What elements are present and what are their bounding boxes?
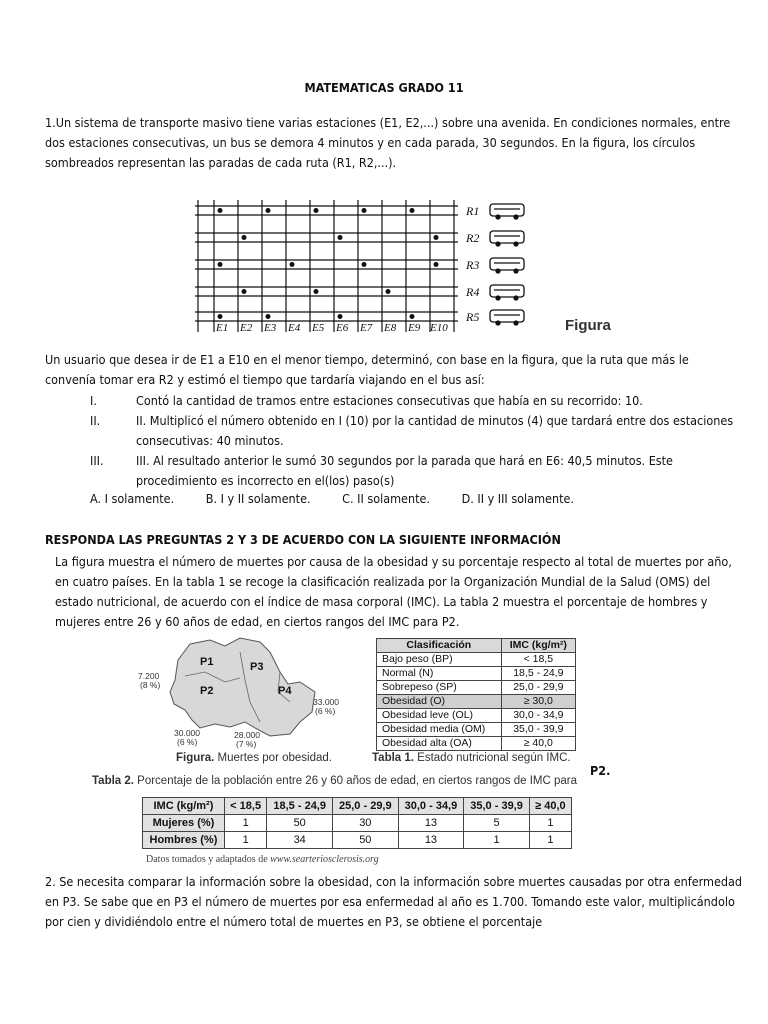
table-header-row: IMC (kg/m²) < 18,5 18,5 - 24,9 25,0 - 29,9 30,0 - 34,9 35,0 - 39,9 ≥ 40,0 xyxy=(143,798,572,815)
table-header: IMC (kg/m²) xyxy=(501,639,575,653)
option-a[interactable]: A. I solamente. xyxy=(90,491,175,506)
map-value: (8 %) xyxy=(140,680,161,690)
table-1 xyxy=(376,638,576,751)
table-row: Obesidad media (OM) 35,0 - 39,9 xyxy=(377,723,576,737)
table-row: Sobrepeso (SP) 25,0 - 29,9 xyxy=(377,681,576,695)
step-number: I. xyxy=(90,393,97,408)
region-label: P4 xyxy=(278,685,292,697)
station-label: E9 xyxy=(408,322,421,334)
route-label: R1 xyxy=(466,204,480,218)
station-label: E7 xyxy=(360,322,373,334)
station-label: E4 xyxy=(288,322,301,334)
question-2-text: 2. Se necesita comparar la información sobre la obesidad, con la información sobre muertes causadas por otra enfermedad en P3. Se sabe que en P3 el número de muertes por esa enfermedad al año es 1.700. Tomando este valor, multiplicándolo por cien y dividiéndolo entre el número total de muertes en P3, se obtiene el porcentaje xyxy=(45,874,743,929)
station-label: E5 xyxy=(312,322,325,334)
table-row: Obesidad (O) ≥ 30,0 xyxy=(377,695,576,709)
map-shape xyxy=(170,638,315,736)
map-value: 33.000 xyxy=(313,697,339,707)
page-title: MATEMATICAS GRADO 11 xyxy=(304,80,464,95)
obesity-map xyxy=(130,632,345,752)
table-1-caption: Tabla 1. Estado nutricional según IMC. xyxy=(372,752,571,764)
map-value: (7 %) xyxy=(236,739,257,749)
table-2-caption-end: P2. xyxy=(590,763,611,778)
step-list xyxy=(0,391,768,491)
list-item xyxy=(0,451,768,491)
table-row: Bajo peso (BP) < 18,5 xyxy=(377,653,576,667)
map-value: (6 %) xyxy=(177,737,198,747)
list-item xyxy=(0,391,768,411)
station-label: E3 xyxy=(264,322,277,334)
region-label: P3 xyxy=(250,661,264,673)
step-text: II. Multiplicó el número obtenido en I (10) por la cantidad de minutos (4) que tardará entre dos estaciones consecutivas: 40 minutos. xyxy=(136,413,734,448)
list-item xyxy=(0,411,768,451)
station-label: E1 xyxy=(216,322,229,334)
station-label: E10 xyxy=(430,322,448,334)
step-text: III. Al resultado anterior le sumó 30 segundos por la parada que hará en E6: 40,5 minutos. Este procedimiento es incorrecto en el(los) paso(s) xyxy=(136,453,673,488)
map-value: 30.000 xyxy=(174,728,200,738)
route-label: R5 xyxy=(466,310,480,324)
map-caption: Figura. Muertes por obesidad. xyxy=(176,752,332,764)
map-value: 7.200 xyxy=(138,671,160,681)
route-label: R2 xyxy=(466,231,480,245)
bus-icon xyxy=(490,204,524,325)
table-2-caption: Tabla 2. Porcentaje de la población entre 26 y 60 años de edad, en ciertos rangos de IMC para xyxy=(92,775,578,787)
option-d[interactable]: D. II y III solamente. xyxy=(461,491,574,506)
route-label: R3 xyxy=(466,258,480,272)
table-row: Mujeres (%) 1 50 30 13 5 1 xyxy=(143,815,572,832)
table-header-row xyxy=(377,639,576,653)
table-row: Obesidad alta (OA) ≥ 40,0 xyxy=(377,737,576,751)
table-2 xyxy=(142,797,572,849)
table-2-source: Datos tomados y adaptados de www.searteriosclerosis.org xyxy=(146,854,379,865)
station-label: E8 xyxy=(384,322,397,334)
section-text: La figura muestra el número de muertes por causa de la obesidad y su porcentaje respecto al total de muertes por año, en cuatro países. En la tabla 1 se recoge la clasificación realizada por la Organización Mundial de la Salud (OMS) del estado nutricional, de acuerdo con el índice de masa corporal (IMC). La tabla 2 muestra el porcentaje de hombres y mujeres entre 26 y 60 años de edad, en ciertos rangos del IMC para P2. xyxy=(55,554,732,629)
step-number: II. xyxy=(90,413,101,428)
step-text: Contó la cantidad de tramos entre estaciones consecutivas que había en su recorrido: 10. xyxy=(136,393,643,408)
table-header: Clasificación xyxy=(377,639,502,653)
stop-markers xyxy=(218,208,439,319)
table-row: Hombres (%) 1 34 50 13 1 1 xyxy=(143,832,572,849)
route-label: R4 xyxy=(466,285,480,299)
question-1-context: Un usuario que desea ir de E1 a E10 en el menor tiempo, determinó, con base en la figura, que la ruta que más le convenía tomar era R2 y estimó el tiempo que tardaría viajando en el bus así: xyxy=(45,352,689,387)
step-number: III. xyxy=(90,453,104,468)
figure-label: Figura xyxy=(565,317,611,334)
question-1-intro: 1.Un sistema de transporte masivo tiene varias estaciones (E1, E2,...) sobre una avenida. En condiciones normales, entre dos estaciones consecutivas, un bus se demora 4 minutos y en cada parada, 30 segundos. En la figura, los círculos sombreados representan las paradas de cada ruta (R1, R2,...). xyxy=(45,115,731,170)
region-label: P1 xyxy=(200,656,214,668)
map-value: (6 %) xyxy=(315,706,336,716)
station-label: E2 xyxy=(240,322,253,334)
station-label: E6 xyxy=(336,322,349,334)
table-row: Normal (N) 18,5 - 24,9 xyxy=(377,667,576,681)
route-grid xyxy=(195,200,458,332)
option-b[interactable]: B. I y II solamente. xyxy=(205,491,311,506)
route-figure xyxy=(190,192,630,338)
map-value: 28.000 xyxy=(234,730,260,740)
answer-options xyxy=(90,491,602,506)
section-heading: RESPONDA LAS PREGUNTAS 2 Y 3 DE ACUERDO CON LA SIGUIENTE INFORMACIÓN xyxy=(45,532,561,547)
region-label: P2 xyxy=(200,685,214,697)
option-c[interactable]: C. II solamente. xyxy=(342,491,430,506)
table-row: Obesidad leve (OL) 30,0 - 34,9 xyxy=(377,709,576,723)
